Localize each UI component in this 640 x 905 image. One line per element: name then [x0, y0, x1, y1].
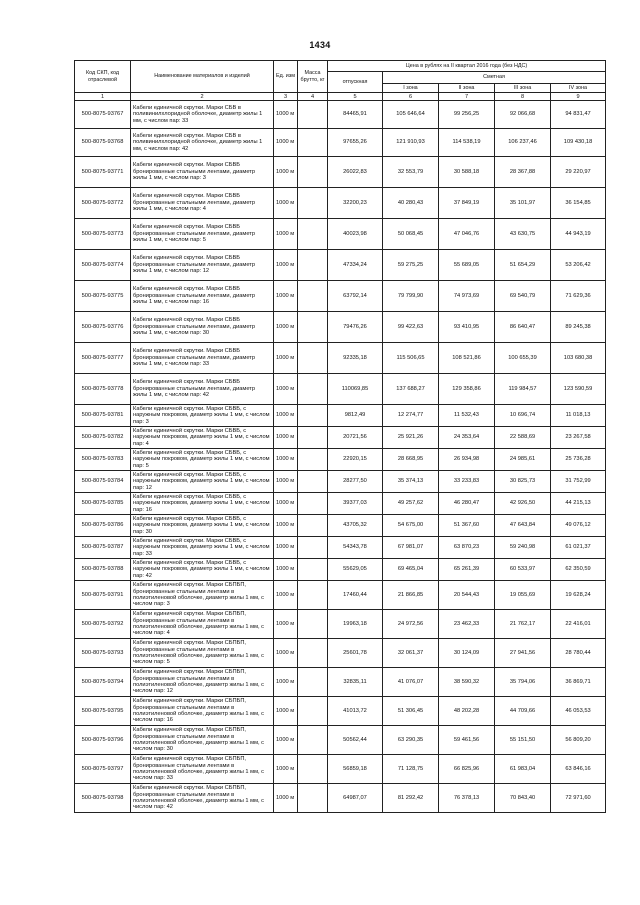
- item-code: 500-8075-93783: [75, 449, 131, 471]
- table-row: [75, 449, 606, 471]
- item-unit: 1000 м: [274, 281, 298, 312]
- item-mass: [298, 755, 328, 784]
- item-name: Кабели единичной скрутки. Марки СБВ в поливинилхлоридной оболочке, диаметр жилы 1 мм, с числом пар: 33: [131, 101, 274, 129]
- item-mass: [298, 250, 328, 281]
- zone-1-price: 28 668,95: [383, 449, 439, 471]
- item-code: 500-8075-93795: [75, 697, 131, 726]
- item-unit: 1000 м: [274, 493, 298, 515]
- release-price: 47334,24: [328, 250, 383, 281]
- zone-4-price: 36 869,71: [551, 668, 606, 697]
- item-unit: 1000 м: [274, 250, 298, 281]
- item-name: Кабели единичной скрутки. Марки СБВБ бронированные стальными лентами, диаметр жилы 1 мм, с числом пар: 12: [131, 250, 274, 281]
- release-price: 56859,18: [328, 755, 383, 784]
- zone-4-price: 71 629,36: [551, 281, 606, 312]
- zone-3-price: 119 984,57: [495, 374, 551, 405]
- release-price: 43705,32: [328, 515, 383, 537]
- table-row: [75, 493, 606, 515]
- zone-2-price: 114 538,19: [439, 129, 495, 157]
- column-number: 5: [328, 93, 383, 101]
- item-unit: 1000 м: [274, 312, 298, 343]
- item-code: 500-8075-93793: [75, 639, 131, 668]
- zone-1-price: 105 646,64: [383, 101, 439, 129]
- item-name: Кабели единичной скрутки. Марки СБПБП, бронированные стальными лентами в полиэтиленовой оболочке, диаметр жилы 1 мм, с числом пар: 12: [131, 668, 274, 697]
- item-code: 500-8075-93785: [75, 493, 131, 515]
- zone-3-price: 10 696,74: [495, 405, 551, 427]
- item-unit: 1000 м: [274, 471, 298, 493]
- item-mass: [298, 101, 328, 129]
- zone-1-price: 50 068,45: [383, 219, 439, 250]
- item-mass: [298, 188, 328, 219]
- item-name: Кабели единичной скрутки. Марки СБВ в поливинилхлоридной оболочке, диаметр жилы 1 мм, с числом пар: 42: [131, 129, 274, 157]
- table-row: [75, 755, 606, 784]
- item-mass: [298, 537, 328, 559]
- zone-3-price: 35 101,97: [495, 188, 551, 219]
- item-code: 500-8075-93787: [75, 537, 131, 559]
- table-row: [75, 219, 606, 250]
- zone-3-price: 35 794,06: [495, 668, 551, 697]
- zone-3-price: 30 825,73: [495, 471, 551, 493]
- release-price: 9812,49: [328, 405, 383, 427]
- release-price: 50562,44: [328, 726, 383, 755]
- release-price: 26022,83: [328, 157, 383, 188]
- price-table: [74, 60, 606, 813]
- zone-2-price: 93 410,95: [439, 312, 495, 343]
- zone-4-price: 29 220,97: [551, 157, 606, 188]
- zone-4-price: 11 018,13: [551, 405, 606, 427]
- column-number: 9: [551, 93, 606, 101]
- table-row: [75, 427, 606, 449]
- item-mass: [298, 281, 328, 312]
- item-name: Кабели единичной скрутки. Марки СБПБП, бронированные стальными лентами в полиэтиленовой оболочке, диаметр жилы 1 мм, с числом пар: 5: [131, 639, 274, 668]
- zone-2-price: 59 461,56: [439, 726, 495, 755]
- zone-3-price: 27 941,56: [495, 639, 551, 668]
- item-mass: [298, 610, 328, 639]
- zone-2-price: 51 367,60: [439, 515, 495, 537]
- zone-3-price: 69 540,79: [495, 281, 551, 312]
- item-code: 500-8075-93776: [75, 312, 131, 343]
- item-name: Кабели единичной скрутки. Марки СБВБ бронированные стальными лентами, диаметр жилы 1 мм, с числом пар: 5: [131, 219, 274, 250]
- zone-3-price: 19 055,69: [495, 581, 551, 610]
- zone-3-price: 22 588,69: [495, 427, 551, 449]
- column-number: 8: [495, 93, 551, 101]
- item-code: 500-8075-93784: [75, 471, 131, 493]
- item-unit: 1000 м: [274, 639, 298, 668]
- item-code: 500-8075-93768: [75, 129, 131, 157]
- column-number-row: [75, 93, 606, 101]
- zone-4-price: 103 680,38: [551, 343, 606, 374]
- table-row: [75, 581, 606, 610]
- item-mass: [298, 427, 328, 449]
- item-unit: 1000 м: [274, 668, 298, 697]
- page-number: 1434: [309, 40, 331, 50]
- release-price: 41013,72: [328, 697, 383, 726]
- zone-2-price: 24 353,64: [439, 427, 495, 449]
- zone-4-price: 49 076,12: [551, 515, 606, 537]
- table-row: [75, 639, 606, 668]
- item-mass: [298, 343, 328, 374]
- zone-1-price: 25 921,26: [383, 427, 439, 449]
- zone-4-price: 31 752,99: [551, 471, 606, 493]
- price-table-body: [75, 93, 606, 813]
- release-price: 92335,18: [328, 343, 383, 374]
- column-number: 1: [75, 93, 131, 101]
- item-name: Кабели единичной скрутки. Марки СБВБ, с наружным покровом, диаметр жилы 1 мм, с числом пар: 16: [131, 493, 274, 515]
- zone-3-price: 28 367,88: [495, 157, 551, 188]
- item-name: Кабели единичной скрутки. Марки СБПБП, бронированные стальными лентами в полиэтиленовой оболочке, диаметр жилы 1 мм, с числом пар: 3: [131, 581, 274, 610]
- zone-3-price: 61 983,04: [495, 755, 551, 784]
- zone-1-price: 49 257,62: [383, 493, 439, 515]
- item-mass: [298, 449, 328, 471]
- table-row: [75, 610, 606, 639]
- zone-1-price: 115 506,65: [383, 343, 439, 374]
- item-unit: 1000 м: [274, 374, 298, 405]
- item-unit: 1000 м: [274, 427, 298, 449]
- release-price: 32835,11: [328, 668, 383, 697]
- header-code: Код СКП, код отраслевой: [75, 61, 131, 93]
- zone-3-price: 55 151,50: [495, 726, 551, 755]
- column-number: 2: [131, 93, 274, 101]
- item-unit: 1000 м: [274, 101, 298, 129]
- zone-2-price: 11 532,43: [439, 405, 495, 427]
- zone-1-price: 69 465,04: [383, 559, 439, 581]
- release-price: 28277,50: [328, 471, 383, 493]
- item-name: Кабели единичной скрутки. Марки СБПБП, бронированные стальными лентами в полиэтиленовой оболочке, диаметр жилы 1 мм, с числом пар: 33: [131, 755, 274, 784]
- zone-3-price: 44 709,66: [495, 697, 551, 726]
- table-row: [75, 188, 606, 219]
- zone-1-price: 32 061,37: [383, 639, 439, 668]
- zone-3-price: 21 762,17: [495, 610, 551, 639]
- item-mass: [298, 493, 328, 515]
- zone-3-price: 70 843,40: [495, 784, 551, 813]
- zone-2-price: 47 046,76: [439, 219, 495, 250]
- zone-4-price: 56 809,20: [551, 726, 606, 755]
- table-row: [75, 157, 606, 188]
- table-row: [75, 312, 606, 343]
- item-name: Кабели единичной скрутки. Марки СБВБ бронированные стальными лентами, диаметр жилы 1 мм, с числом пар: 42: [131, 374, 274, 405]
- item-unit: 1000 м: [274, 343, 298, 374]
- zone-2-price: 55 689,05: [439, 250, 495, 281]
- item-mass: [298, 374, 328, 405]
- zone-2-price: 33 233,83: [439, 471, 495, 493]
- zone-2-price: 48 202,28: [439, 697, 495, 726]
- release-price: 110069,85: [328, 374, 383, 405]
- item-name: Кабели единичной скрутки. Марки СБВБ, с наружным покровом, диаметр жилы 1 мм, с числом пар: 42: [131, 559, 274, 581]
- zone-2-price: 20 544,43: [439, 581, 495, 610]
- table-row: [75, 129, 606, 157]
- zone-4-price: 23 267,58: [551, 427, 606, 449]
- zone-2-price: 37 849,19: [439, 188, 495, 219]
- item-unit: 1000 м: [274, 755, 298, 784]
- zone-1-price: 67 981,07: [383, 537, 439, 559]
- item-name: Кабели единичной скрутки. Марки СБПБП, бронированные стальными лентами в полиэтиленовой оболочке, диаметр жилы 1 мм, с числом пар: 16: [131, 697, 274, 726]
- zone-4-price: 36 154,85: [551, 188, 606, 219]
- item-code: 500-8075-93782: [75, 427, 131, 449]
- item-mass: [298, 668, 328, 697]
- table-row: [75, 726, 606, 755]
- release-price: 39377,03: [328, 493, 383, 515]
- item-unit: 1000 м: [274, 515, 298, 537]
- release-price: 79476,26: [328, 312, 383, 343]
- zone-4-price: 63 846,16: [551, 755, 606, 784]
- column-number: 3: [274, 93, 298, 101]
- release-price: 40023,98: [328, 219, 383, 250]
- item-code: 500-8075-93771: [75, 157, 131, 188]
- table-row: [75, 250, 606, 281]
- release-price: 17460,44: [328, 581, 383, 610]
- item-name: Кабели единичной скрутки. Марки СБВБ бронированные стальными лентами, диаметр жилы 1 мм, с числом пар: 4: [131, 188, 274, 219]
- item-name: Кабели единичной скрутки. Марки СБВБ, с наружным покровом, диаметр жилы 1 мм, с числом пар: 30: [131, 515, 274, 537]
- zone-4-price: 123 590,59: [551, 374, 606, 405]
- zone-2-price: 65 261,39: [439, 559, 495, 581]
- item-name: Кабели единичной скрутки. Марки СБВБ бронированные стальными лентами, диаметр жилы 1 мм, с числом пар: 3: [131, 157, 274, 188]
- header-price-group: Цена в рублях на II квартал 2016 года (без НДС): [328, 61, 606, 72]
- zone-4-price: 62 350,59: [551, 559, 606, 581]
- header-estimate-price: Сметная: [383, 72, 606, 84]
- zone-4-price: 109 430,18: [551, 129, 606, 157]
- item-name: Кабели единичной скрутки. Марки СБВБ, с наружным покровом, диаметр жилы 1 мм, с числом пар: 33: [131, 537, 274, 559]
- zone-1-price: 71 128,75: [383, 755, 439, 784]
- item-mass: [298, 405, 328, 427]
- table-row: [75, 281, 606, 312]
- item-code: 500-8075-93778: [75, 374, 131, 405]
- zone-4-price: 28 780,44: [551, 639, 606, 668]
- zone-3-price: 100 655,39: [495, 343, 551, 374]
- item-unit: 1000 м: [274, 784, 298, 813]
- zone-1-price: 54 675,00: [383, 515, 439, 537]
- zone-4-price: 44 215,13: [551, 493, 606, 515]
- zone-2-price: 46 280,47: [439, 493, 495, 515]
- zone-1-price: 79 799,90: [383, 281, 439, 312]
- zone-2-price: 26 934,98: [439, 449, 495, 471]
- zone-1-price: 12 274,77: [383, 405, 439, 427]
- item-name: Кабели единичной скрутки. Марки СБПБП, бронированные стальными лентами в полиэтиленовой оболочке, диаметр жилы 1 мм, с числом пар: 4: [131, 610, 274, 639]
- item-unit: 1000 м: [274, 129, 298, 157]
- zone-2-price: 30 588,18: [439, 157, 495, 188]
- item-code: 500-8075-93798: [75, 784, 131, 813]
- zone-4-price: 22 416,01: [551, 610, 606, 639]
- item-name: Кабели единичной скрутки. Марки СБВБ, с наружным покровом, диаметр жилы 1 мм, с числом пар: 5: [131, 449, 274, 471]
- item-mass: [298, 726, 328, 755]
- item-mass: [298, 157, 328, 188]
- release-price: 97655,26: [328, 129, 383, 157]
- zone-1-price: 40 280,43: [383, 188, 439, 219]
- zone-4-price: 72 971,60: [551, 784, 606, 813]
- item-code: 500-8075-93794: [75, 668, 131, 697]
- item-unit: 1000 м: [274, 449, 298, 471]
- zone-3-price: 86 640,47: [495, 312, 551, 343]
- zone-4-price: 25 736,28: [551, 449, 606, 471]
- zone-1-price: 81 292,42: [383, 784, 439, 813]
- release-price: 84465,91: [328, 101, 383, 129]
- item-unit: 1000 м: [274, 610, 298, 639]
- zone-1-price: 121 910,93: [383, 129, 439, 157]
- header-zone-3: III зона: [495, 84, 551, 93]
- zone-4-price: 53 206,42: [551, 250, 606, 281]
- table-row: [75, 374, 606, 405]
- zone-1-price: 59 275,25: [383, 250, 439, 281]
- item-name: Кабели единичной скрутки. Марки СБПБП, бронированные стальными лентами в полиэтиленовой оболочке, диаметр жилы 1 мм, с числом пар: 42: [131, 784, 274, 813]
- item-name: Кабели единичной скрутки. Марки СБВБ, с наружным покровом, диаметр жилы 1 мм, с числом пар: 12: [131, 471, 274, 493]
- zone-2-price: 30 124,09: [439, 639, 495, 668]
- zone-1-price: 21 866,85: [383, 581, 439, 610]
- item-unit: 1000 м: [274, 581, 298, 610]
- zone-2-price: 38 590,32: [439, 668, 495, 697]
- item-mass: [298, 129, 328, 157]
- zone-4-price: 61 021,37: [551, 537, 606, 559]
- item-name: Кабели единичной скрутки. Марки СБВБ бронированные стальными лентами, диаметр жилы 1 мм, с числом пар: 33: [131, 343, 274, 374]
- header-mass: Масса брутто, кг: [298, 61, 328, 93]
- table-row: [75, 101, 606, 129]
- release-price: 22920,15: [328, 449, 383, 471]
- release-price: 20721,56: [328, 427, 383, 449]
- zone-2-price: 129 358,86: [439, 374, 495, 405]
- item-mass: [298, 515, 328, 537]
- column-number: 7: [439, 93, 495, 101]
- zone-2-price: 23 462,33: [439, 610, 495, 639]
- zone-1-price: 51 306,45: [383, 697, 439, 726]
- item-code: 500-8075-93796: [75, 726, 131, 755]
- zone-3-price: 47 643,84: [495, 515, 551, 537]
- table-row: [75, 405, 606, 427]
- zone-1-price: 24 972,56: [383, 610, 439, 639]
- item-unit: 1000 м: [274, 188, 298, 219]
- zone-4-price: 46 053,53: [551, 697, 606, 726]
- zone-4-price: 94 831,47: [551, 101, 606, 129]
- header-unit: Ед. изм: [274, 61, 298, 93]
- item-code: 500-8075-93781: [75, 405, 131, 427]
- zone-3-price: 106 237,46: [495, 129, 551, 157]
- zone-1-price: 41 076,07: [383, 668, 439, 697]
- zone-3-price: 42 926,50: [495, 493, 551, 515]
- header-name: Наименование материалов и изделий: [131, 61, 274, 93]
- item-name: Кабели единичной скрутки. Марки СБПБП, бронированные стальными лентами в полиэтиленовой оболочке, диаметр жилы 1 мм, с числом пар: 30: [131, 726, 274, 755]
- item-unit: 1000 м: [274, 219, 298, 250]
- item-unit: 1000 м: [274, 537, 298, 559]
- item-unit: 1000 м: [274, 405, 298, 427]
- zone-1-price: 63 290,35: [383, 726, 439, 755]
- zone-1-price: 99 422,63: [383, 312, 439, 343]
- item-mass: [298, 784, 328, 813]
- item-mass: [298, 312, 328, 343]
- item-code: 500-8075-93792: [75, 610, 131, 639]
- release-price: 54343,78: [328, 537, 383, 559]
- item-name: Кабели единичной скрутки. Марки СБВБ, с наружным покровом, диаметр жилы 1 мм, с числом пар: 3: [131, 405, 274, 427]
- zone-4-price: 44 943,19: [551, 219, 606, 250]
- release-price: 25601,78: [328, 639, 383, 668]
- item-code: 500-8075-93788: [75, 559, 131, 581]
- item-code: 500-8075-93786: [75, 515, 131, 537]
- release-price: 32200,23: [328, 188, 383, 219]
- item-code: 500-8075-93772: [75, 188, 131, 219]
- header-zone-1: I зона: [383, 84, 439, 93]
- table-row: [75, 537, 606, 559]
- zone-3-price: 24 985,61: [495, 449, 551, 471]
- release-price: 64987,07: [328, 784, 383, 813]
- zone-3-price: 92 066,68: [495, 101, 551, 129]
- column-number: 6: [383, 93, 439, 101]
- header-zone-2: II зона: [439, 84, 495, 93]
- table-row: [75, 471, 606, 493]
- zone-4-price: 89 245,38: [551, 312, 606, 343]
- table-row: [75, 697, 606, 726]
- item-name: Кабели единичной скрутки. Марки СБВБ бронированные стальными лентами, диаметр жилы 1 мм, с числом пар: 16: [131, 281, 274, 312]
- zone-2-price: 99 256,25: [439, 101, 495, 129]
- item-code: 500-8075-93777: [75, 343, 131, 374]
- zone-1-price: 137 688,27: [383, 374, 439, 405]
- column-number: 4: [298, 93, 328, 101]
- zone-2-price: 76 378,13: [439, 784, 495, 813]
- table-row: [75, 559, 606, 581]
- item-unit: 1000 м: [274, 726, 298, 755]
- item-unit: 1000 м: [274, 697, 298, 726]
- zone-4-price: 19 628,24: [551, 581, 606, 610]
- item-code: 500-8075-93791: [75, 581, 131, 610]
- zone-1-price: 32 553,79: [383, 157, 439, 188]
- item-code: 500-8075-93797: [75, 755, 131, 784]
- zone-2-price: 66 825,96: [439, 755, 495, 784]
- item-mass: [298, 471, 328, 493]
- release-price: 63792,14: [328, 281, 383, 312]
- zone-3-price: 43 630,75: [495, 219, 551, 250]
- release-price: 19963,18: [328, 610, 383, 639]
- item-unit: 1000 м: [274, 157, 298, 188]
- item-mass: [298, 559, 328, 581]
- item-mass: [298, 219, 328, 250]
- item-name: Кабели единичной скрутки. Марки СБВБ бронированные стальными лентами, диаметр жилы 1 мм, с числом пар: 30: [131, 312, 274, 343]
- table-row: [75, 668, 606, 697]
- item-unit: 1000 м: [274, 559, 298, 581]
- header-release-price: отпускная: [328, 72, 383, 93]
- item-name: Кабели единичной скрутки. Марки СБВБ, с наружным покровом, диаметр жилы 1 мм, с числом пар: 4: [131, 427, 274, 449]
- zone-2-price: 63 870,23: [439, 537, 495, 559]
- zone-2-price: 74 973,69: [439, 281, 495, 312]
- table-row: [75, 515, 606, 537]
- table-row: [75, 343, 606, 374]
- zone-3-price: 60 533,97: [495, 559, 551, 581]
- item-code: 500-8075-93773: [75, 219, 131, 250]
- zone-3-price: 59 240,98: [495, 537, 551, 559]
- item-mass: [298, 697, 328, 726]
- item-code: 500-8075-93767: [75, 101, 131, 129]
- item-code: 500-8075-93775: [75, 281, 131, 312]
- item-code: 500-8075-93774: [75, 250, 131, 281]
- zone-3-price: 51 654,29: [495, 250, 551, 281]
- zone-1-price: 35 374,13: [383, 471, 439, 493]
- table-row: [75, 784, 606, 813]
- header-zone-4: IV зона: [551, 84, 606, 93]
- zone-2-price: 108 521,86: [439, 343, 495, 374]
- release-price: 55629,05: [328, 559, 383, 581]
- item-mass: [298, 581, 328, 610]
- item-mass: [298, 639, 328, 668]
